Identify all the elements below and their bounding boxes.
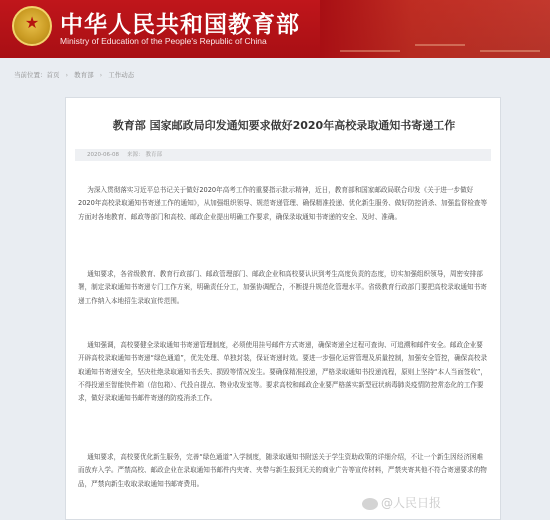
- site-title[interactable]: 中华人民共和国教育部: [60, 11, 300, 38]
- breadcrumb: [14, 70, 134, 79]
- header-great-wall-graphic: [320, 0, 550, 58]
- breadcrumb-news[interactable]: 工作动态: [108, 71, 135, 79]
- breadcrumb-separator: ›: [65, 71, 69, 79]
- article-source: 教育部: [145, 152, 162, 158]
- breadcrumb-ministry[interactable]: 教育部: [74, 71, 94, 79]
- breadcrumb-prefix: 当前位置：: [14, 71, 47, 79]
- article-meta: [75, 149, 491, 161]
- article-paragraph: 通知强调，高校要健全录取通知书寄递管理制度，必须使用挂号邮件方式寄递，确保寄递全过程可查询、可追溯和邮件安全。邮政企业要开辟高校录取通知书寄递“绿色通道”，优先处理、单独封装，保证寄递时效。要进一步强化运营管理及质量控制，加强安全管控，确保高校录取通知书寄递安全，坚决杜绝录取通知书丢失、损毁等情况发生。要确保精准投递，严格录取通知书投递流程，原则上坚持“本人当面签收”，不得投递至智能快件箱（信包箱）、代投自提点、物业收发室等。要求高校和邮政企业要严格落实新型冠状病毒肺炎疫情防控常态化的工作要求，做好录取通知书邮件寄递的防疫消杀工作。: [78, 341, 488, 403]
- article-panel: [65, 97, 501, 520]
- article-paragraph: 为深入贯彻落实习近平总书记关于做好2020年高考工作的重要指示批示精神，近日，教育部和国家邮政局联合印发《关于进一步做好2020年高校录取通知书寄递工作的通知》，从加强组织领导、规范寄递管理、确保精准投递、优化新生服务、做好防控消杀、加强监督检查等方面对各地教育、邮政等部门和高校、邮政企业提出明确工作要求，确保录取通知书寄递的安全、及时、准确。: [78, 186, 488, 221]
- national-emblem-icon[interactable]: [12, 6, 52, 46]
- site-header: [0, 0, 550, 58]
- breadcrumb-home[interactable]: 首页: [46, 71, 60, 79]
- site-subtitle: Ministry of Education of the People's Republic of China: [60, 36, 267, 46]
- article-title: 教育部 国家邮政局印发通知要求做好2020年高校录取通知书寄递工作: [112, 119, 456, 132]
- article-source-label: 来源：: [126, 152, 144, 158]
- article-paragraph: 通知要求，各省级教育、教育行政部门、邮政管理部门、邮政企业和高校要认识到考生高度负责的态度，切实加强组织领导，周密安排部署，制定录取通知书寄递专门工作方案，明确责任分工，加强协调配合，不断提升规范化管理水平。省级教育行政部门要把高校录取通知书寄递工作纳入本地招生录取宣传范围。: [78, 270, 487, 305]
- article-paragraph: 通知要求，高校要优化新生服务，完善“绿色通道”入学制度，随录取通知书附送关于学生资助政策的详细介绍，不让一个新生因经济困难而放弃入学。严禁高校、邮政企业在录取通知书邮件内夹寄、夹带与新生报到无关的商业广告等宣传材料，严禁夹寄其他不符合寄递要求的物品，严禁向新生收取录取通知书邮寄费用。: [78, 453, 487, 488]
- weibo-icon: [362, 498, 378, 510]
- weibo-watermark: [362, 494, 441, 511]
- watermark-text: @人民日报: [381, 496, 442, 510]
- article-date: 2020-06-08: [87, 152, 119, 158]
- breadcrumb-separator: ›: [99, 71, 103, 79]
